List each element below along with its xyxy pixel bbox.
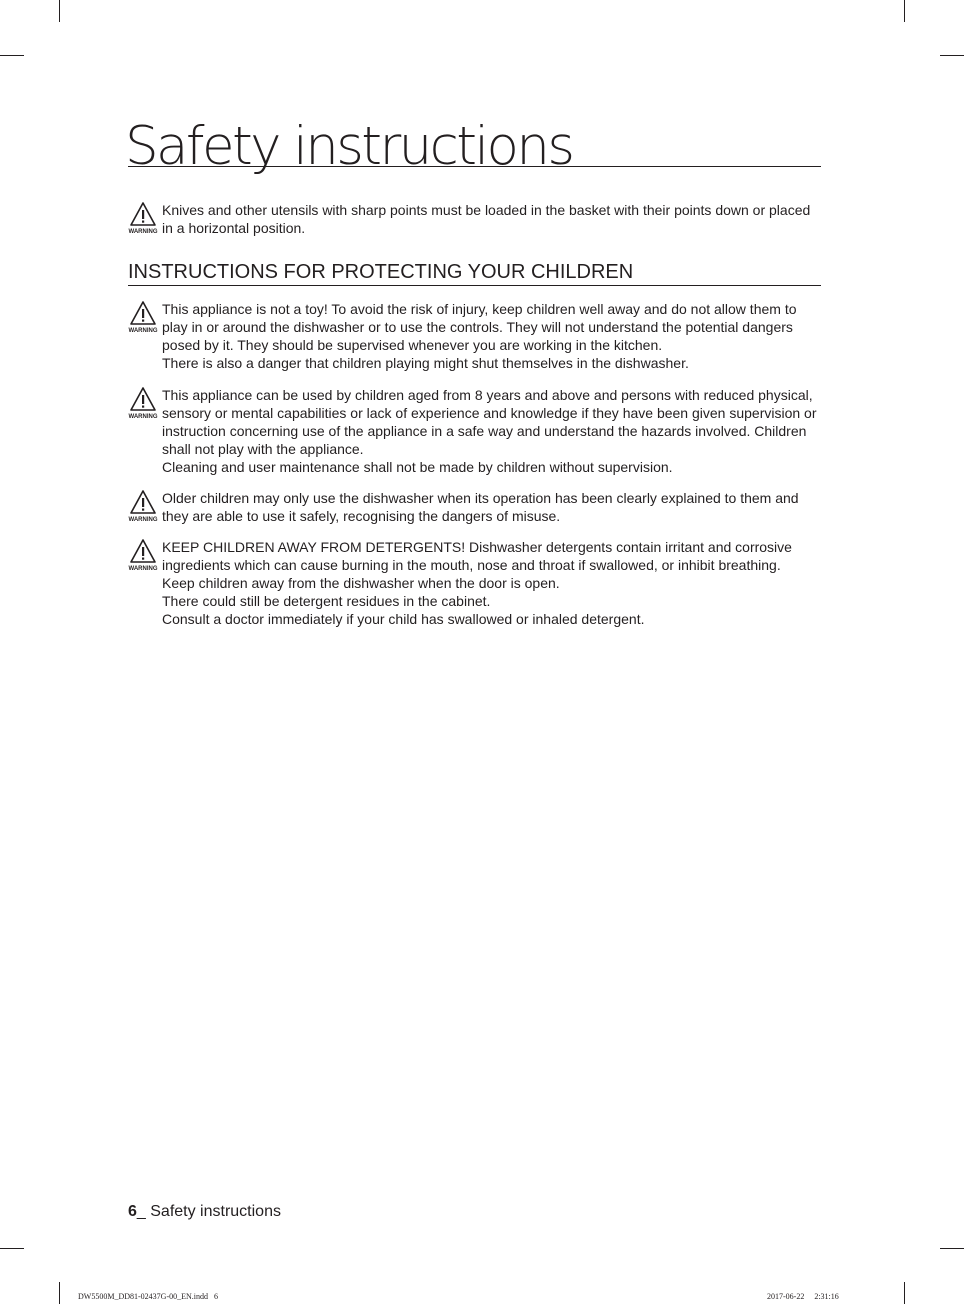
warning-line: KEEP CHILDREN AWAY FROM DETERGENTS! Dishwasher detergents contain irritant and corrosive ingredients which can cause burning in the mouth, nose and throat if swallowed, or inhibit breathing.: [162, 539, 792, 573]
warning-label: WARNING: [128, 229, 158, 235]
footer-section-name: Safety instructions: [150, 1203, 281, 1220]
warning-line: Older children may only use the dishwasher when its operation has been clearly explained to them and they are able to use it safely, recognising the dangers of misuse.: [162, 490, 799, 524]
warning-line: Knives and other utensils with sharp points must be loaded in the basket with their points down or placed in a horizontal position.: [162, 202, 811, 236]
warning-text: [162, 300, 821, 372]
warning-icon: [128, 538, 158, 570]
page-title: [125, 112, 821, 177]
crop-mark: [940, 1248, 964, 1249]
children-warning-3: [128, 489, 821, 525]
warning-icon: [128, 489, 158, 521]
warning-line: Consult a doctor immediately if your child has swallowed or inhaled detergent.: [162, 611, 645, 627]
warning-label: WARNING: [128, 414, 158, 420]
warning-icon: [128, 386, 158, 418]
warning-line: Cleaning and user maintenance shall not be made by children without supervision.: [162, 459, 673, 475]
warning-icon: [128, 300, 158, 332]
crop-mark: [59, 1282, 60, 1304]
warning-line: There is also a danger that children playing might shut themselves in the dishwasher.: [162, 355, 689, 371]
crop-mark: [940, 55, 964, 56]
warning-label: WARNING: [128, 517, 158, 523]
warning-line: This appliance can be used by children aged from 8 years and above and persons with reduced physical, sensory or mental capabilities or lack of experience and knowledge if they have been given supervision or instruction concerning use of the appliance in a safe way and understand the hazards involved. Children shall not play with the appliance.: [162, 387, 817, 457]
section-heading: INSTRUCTIONS FOR PROTECTING YOUR CHILDREN: [128, 260, 821, 286]
children-warning-2: [128, 386, 821, 476]
page-title-text: Safety instructions: [125, 116, 573, 177]
children-warning-1: [128, 300, 821, 372]
crop-mark: [0, 1248, 24, 1249]
warning-text: [162, 201, 821, 237]
crop-mark: [59, 0, 60, 22]
page-number: 6: [128, 1203, 137, 1220]
warning-label: WARNING: [128, 566, 158, 572]
slug-timestamp: 2017-06-22 2:31:16: [767, 1292, 839, 1301]
intro-warning: [128, 201, 821, 237]
crop-mark: [904, 0, 905, 22]
children-warning-4: [128, 538, 821, 628]
crop-mark: [0, 55, 24, 56]
warning-text: [162, 386, 821, 476]
page-footer: [128, 1203, 281, 1221]
footer-separator: _: [136, 1203, 151, 1220]
warning-label: WARNING: [128, 328, 158, 334]
warning-icon: [128, 201, 158, 233]
warning-line: Keep children away from the dishwasher when the door is open.: [162, 575, 560, 591]
warning-text: [162, 489, 821, 525]
warning-line: This appliance is not a toy! To avoid the risk of injury, keep children well away and do not allow them to play in or around the dishwasher or to use the controls. They will not understand the potential dangers posed by it. They should be supervised whenever you are working in the kitchen.: [162, 301, 797, 353]
warning-text: [162, 538, 821, 628]
crop-mark: [904, 1282, 905, 1304]
slug-file-name: DW5500M_DD81-02437G-00_EN.indd 6: [78, 1292, 218, 1301]
warning-line: There could still be detergent residues in the cabinet.: [162, 593, 491, 609]
